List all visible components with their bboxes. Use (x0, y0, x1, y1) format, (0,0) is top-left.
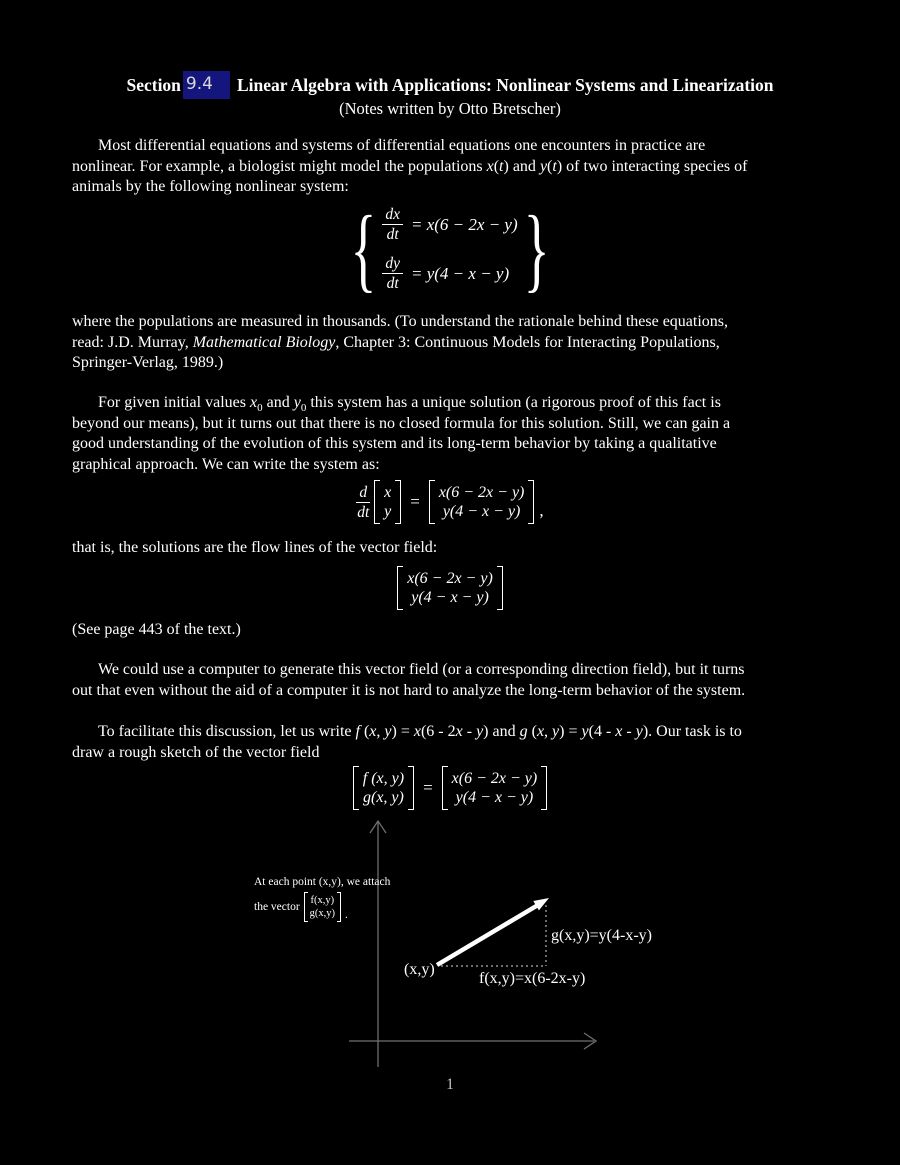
f-component-label: f(x,y)=x(6-2x-y) (479, 970, 586, 987)
equation-fg-field (0, 766, 900, 810)
subtitle: (Notes written by Otto Bretscher) (339, 99, 561, 118)
annotation-line2 (254, 892, 390, 922)
title-text: Linear Algebra with Applications: Nonlinear Systems and Linearization (236, 74, 774, 95)
equals-sign: = (423, 778, 433, 797)
figure-canvas (0, 815, 900, 1073)
fraction-dx-dt: $\frac{dx}{dt}$ (382, 206, 403, 243)
left-curly-brace: { (350, 196, 377, 302)
equation-nonlinear-system (0, 196, 900, 302)
system-rows (382, 206, 517, 292)
equation-vector-field (0, 566, 900, 610)
page-title (0, 71, 900, 99)
right-curly-brace: } (523, 196, 550, 302)
fg-column-vector: f (x, y) g(x, y) (353, 766, 414, 810)
g-component-label: g(x,y)=y(4-x-y) (551, 927, 652, 944)
rhs-dy: = y(4 − x − y) (411, 263, 510, 283)
field-column-vector: x(6 − 2x − y) y(4 − x − y) (442, 766, 548, 810)
paragraph-initial-values: For given initial values $x_0$ and $y_0$ this system has a unique solution (a rigorous proof of this fact is beyond our means), but it turns out that there is no closed formula for this solution. Still, we can gain a good understanding of the evolution of this system and its long-term behavior by taking a qualitative graphical approach. We can write the system as: (72, 394, 731, 473)
paragraph-thousands: where the populations are measured in thousands. (To understand the rationale behind these equations, read: J.D. Murray, Mathematical Biology, Chapter 3: Continuous Models for Interacting Populations, Springer-Verlag, 1989.) (72, 313, 729, 371)
paragraph-see-page: (See page 443 of the text.) (72, 621, 241, 638)
section-number-highlight: 9.4 (183, 71, 230, 99)
equation-dx-dt (382, 206, 517, 243)
equation-matrix-form (0, 480, 900, 524)
paragraph-facilitate: To facilitate this discussion, let us write f (x, y) = x(6 - 2x - y) and g (x, y) = y(4 - x - y). Our task is to draw a rough sketch of the vector field (72, 723, 742, 761)
fg-mini-vector: f(x,y) g(x,y) (304, 892, 341, 922)
figure-vector-field (0, 815, 900, 1073)
fraction-d-dt: $\frac{d}{dt}$ (357, 483, 370, 521)
vector-field-matrix: x(6 − 2x − y) y(4 − x − y) (397, 566, 503, 610)
rhs-dx: = x(6 − 2x − y) (411, 214, 518, 234)
annotation-line1: At each point (x,y), we attach (254, 876, 391, 888)
vector-arrow-shaft (437, 905, 538, 965)
page-number: 1 (446, 1076, 454, 1093)
paragraph-intro: Most differential equations and systems of differential equations one encounters in practice are nonlinear. For example, a biologist might model the populations x(t) and y(t) of two interacting species of animals by the following nonlinear system: (72, 137, 748, 195)
field-column-vector: x(6 − 2x − y) y(4 − x − y) (429, 480, 535, 524)
fraction-dy-dt: $\frac{dy}{dt}$ (382, 255, 403, 292)
paragraph-computer: We could use a computer to generate this vector field (or a corresponding direction field), but it turns out that even without the aid of a computer it is not hard to analyze the long-term behavior of the system. (72, 661, 746, 699)
title-prefix: Section (126, 74, 181, 95)
point-label: (x,y) (404, 961, 435, 978)
trailing-comma: , (539, 501, 544, 520)
equals-sign: = (410, 492, 420, 511)
figure-annotation (254, 875, 390, 922)
equation-dy-dt (382, 255, 517, 292)
annotation-period: . (345, 909, 348, 921)
paragraph-flow-lines: that is, the solutions are the flow lines of the vector field: (72, 539, 438, 556)
annotation-prefix: the vector (254, 901, 300, 913)
xy-column-vector: x y (374, 480, 401, 524)
